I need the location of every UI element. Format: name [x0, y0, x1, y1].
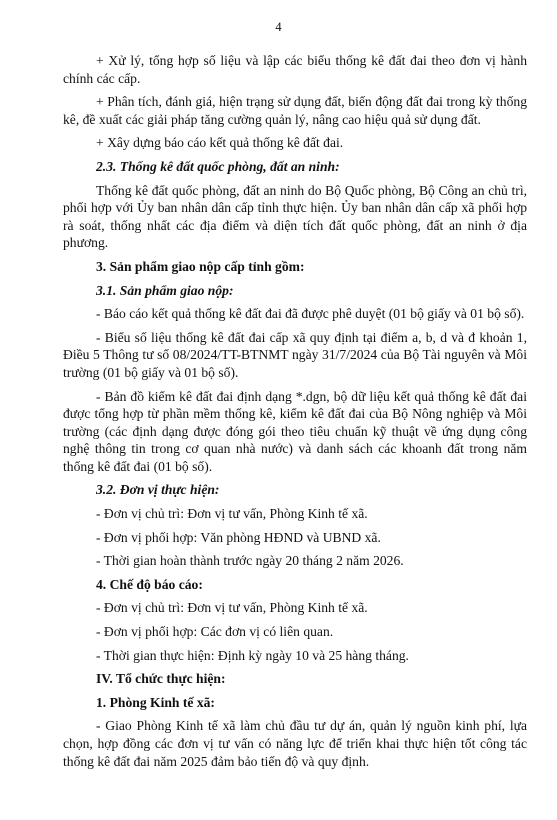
- section-heading-iv: IV. Tổ chức thực hiện:: [96, 671, 226, 687]
- page-number: 4: [275, 20, 282, 34]
- paragraph-15: - Đơn vị chủ trì: Đơn vị tư vấn, Phòng Kinh tế xã.: [96, 600, 368, 616]
- paragraph-8: - Biểu số liệu thống kê đất đai cấp xã quy định tại điểm a, b, d và đ khoản 1, Điều 5 Thông tư số 08/2024/TT-BTNMT ngày 31/7/2024 của Bộ Tài nguyên và Môi trường (01 bộ giấy và 01 bộ số).: [63, 329, 527, 380]
- document-body: [63, 52, 527, 776]
- section-heading-3-2: 3.2. Đơn vị thực hiện:: [96, 482, 220, 498]
- section-heading-3-1: 3.1. Sản phẩm giao nộp:: [96, 282, 234, 298]
- paragraph-12: - Đơn vị phối hợp: Văn phòng HĐND và UBND xã.: [96, 529, 381, 545]
- paragraph-7: - Báo cáo kết quả thống kê đất đai đã được phê duyệt (01 bộ giấy và 01 bộ số).: [96, 306, 525, 322]
- paragraph-0: + Xử lý, tổng hợp số liệu và lập các biểu thống kê đất đai theo đơn vị hành chính các cấp.: [63, 53, 527, 86]
- paragraph-13: - Thời gian hoàn thành trước ngày 20 tháng 2 năm 2026.: [96, 553, 404, 569]
- section-heading-4: 4. Chế độ báo cáo:: [96, 576, 203, 592]
- paragraph-4: Thống kê đất quốc phòng, đất an ninh do Bộ Quốc phòng, Bộ Công an chủ trì, phối hợp với Ủy ban nhân dân cấp tỉnh thực hiện. Ủy ban nhân dân cấp xã phối hợp rà soát, thống nhất các địa điểm và diện tích đất quốc phòng, đất an ninh ở địa phương.: [63, 182, 527, 251]
- paragraph-17: - Thời gian thực hiện: Định kỳ ngày 10 và 25 hàng tháng.: [96, 647, 409, 663]
- paragraph-11: - Đơn vị chủ trì: Đơn vị tư vấn, Phòng Kinh tế xã.: [96, 506, 368, 522]
- paragraph-2: + Xây dựng báo cáo kết quả thống kê đất đai.: [96, 135, 344, 151]
- section-heading-3: 3. Sản phẩm giao nộp cấp tỉnh gồm:: [96, 258, 305, 274]
- paragraph-16: - Đơn vị phối hợp: Các đơn vị có liên quan.: [96, 624, 334, 640]
- section-heading-2-3: 2.3. Thống kê đất quốc phòng, đất an ninh:: [96, 158, 340, 174]
- section-heading-iv-1: 1. Phòng Kinh tế xã:: [96, 694, 215, 710]
- paragraph-1: + Phân tích, đánh giá, hiện trạng sử dụng đất, biến động đất đai trong kỳ thống kê, đề xuất các giải pháp tăng cường quản lý, nâng cao hiệu quả sử dụng đất.: [63, 94, 527, 127]
- paragraph-20: - Giao Phòng Kinh tế xã làm chủ đầu tư dự án, quản lý nguồn kinh phí, lựa chọn, hợp đồng các đơn vị tư vấn có năng lực để triển khai thực hiện tốt công tác thống kê đất đai năm 2025 đảm bảo tiến độ và quy định.: [63, 718, 527, 769]
- paragraph-9: - Bản đồ kiểm kê đất đai định dạng *.dgn, bộ dữ liệu kết quả thống kê đất đai được tổng hợp từ phần mềm thống kê, kiểm kê đất đai của Bộ Nông nghiệp và Môi trường (các định dạng được đóng gói theo tiêu chuẩn kỹ thuật về ứng dụng công nghệ thông tin trong cơ quan nhà nước) và danh sách các khoanh đất trong năm thống kê đất đai (01 bộ số).: [63, 388, 527, 474]
